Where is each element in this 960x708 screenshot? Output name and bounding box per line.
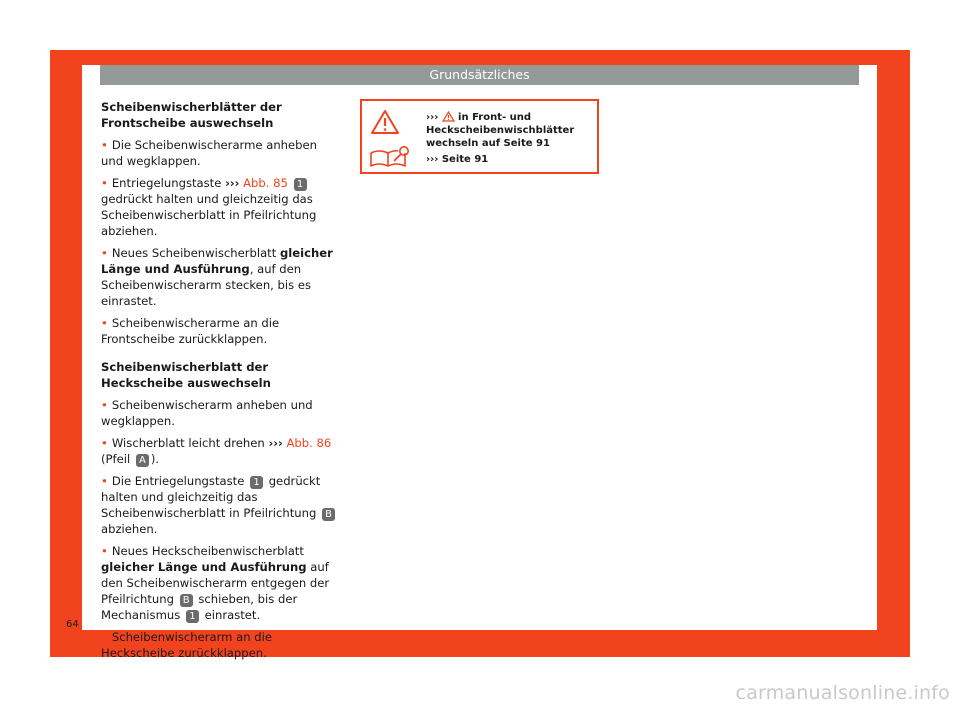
step-rear-1: • Scheibenwischerarm anheben und wegklappen. <box>101 398 313 428</box>
page-header <box>100 65 859 85</box>
step-front-1: • Die Scheibenwischerarme anheben und wegklappen. <box>101 138 318 168</box>
step-front-2: • Entriegelungstaste ››› Abb. 85 1 gedrückt halten und gleichzeitig das Scheibenwischerblatt in Pfeilrichtung abziehen. <box>101 176 317 238</box>
bullet: • <box>101 630 108 644</box>
bullet: • <box>101 436 108 450</box>
bullet: • <box>101 474 108 488</box>
step-rear-2: • Wischerblatt leicht drehen ››› Abb. 86 (Pfeil A ). <box>101 436 332 466</box>
marker-badge: 1 <box>186 610 199 623</box>
header-title: Grundsätzliches <box>429 67 530 82</box>
small-warning-icon <box>442 111 455 122</box>
warning-triangle-icon <box>370 109 400 135</box>
figure-reference-link[interactable]: Abb. 86 <box>282 436 332 450</box>
section-heading-front: Scheibenwischerblätter der Frontscheibe auswechseln <box>101 100 282 130</box>
marker-badge: B <box>180 594 193 607</box>
bullet: • <box>101 176 108 190</box>
step-rear-3: • Die Entriegelungstaste 1 gedrückt halten und gleichzeitig das Scheibenwischerblatt in Pfeilrichtung B abziehen. <box>101 473 339 537</box>
marker-badge: B <box>322 508 335 521</box>
bullet: • <box>101 316 108 330</box>
bullet: • <box>101 544 108 558</box>
book-wrench-icon <box>368 145 412 169</box>
marker-badge: 1 <box>250 476 263 489</box>
figure-reference-link[interactable]: Abb. 85 <box>239 176 292 190</box>
bullet: • <box>101 246 108 260</box>
page-number: 64 <box>66 619 79 630</box>
marker-badge: A <box>136 454 149 467</box>
marker-badge: 1 <box>294 178 307 191</box>
step-front-3: • Neues Scheibenwischerblatt gleicher Länge und Ausführung, auf den Scheibenwischerarm stecken, bis es einrastet. <box>101 246 333 308</box>
step-rear-4: • Neues Heckscheibenwischerblatt gleicher Länge und Ausführung auf den Scheibenwischerarm entgegen der Pfeilrichtung B schieben, bis der Mechanismus 1 einrastet. <box>101 544 330 622</box>
watermark: carmanualsonline.info <box>735 682 950 704</box>
page-reference[interactable]: ››› Seite 91 <box>426 154 489 165</box>
chevron-icon: ››› <box>268 436 283 450</box>
safety-reference[interactable]: ››› in Front- und Heckscheibenwischblätter wechseln auf Seite 91 <box>426 112 575 149</box>
bullet: • <box>101 398 108 412</box>
bullet: • <box>101 138 108 152</box>
left-column <box>101 99 339 667</box>
chevron-icon: ››› <box>426 154 439 165</box>
info-box <box>360 99 599 174</box>
chevron-icon: ››› <box>225 176 240 190</box>
chevron-icon: ››› <box>426 112 439 123</box>
step-front-4: • Scheibenwischerarme an die Frontscheibe zurückklappen. <box>101 316 280 346</box>
step-rear-5: • Scheibenwischerarm an die Heckscheibe zurückklappen. <box>101 630 272 660</box>
section-heading-rear: Scheibenwischerblatt der Heckscheibe auswechseln <box>101 360 271 390</box>
